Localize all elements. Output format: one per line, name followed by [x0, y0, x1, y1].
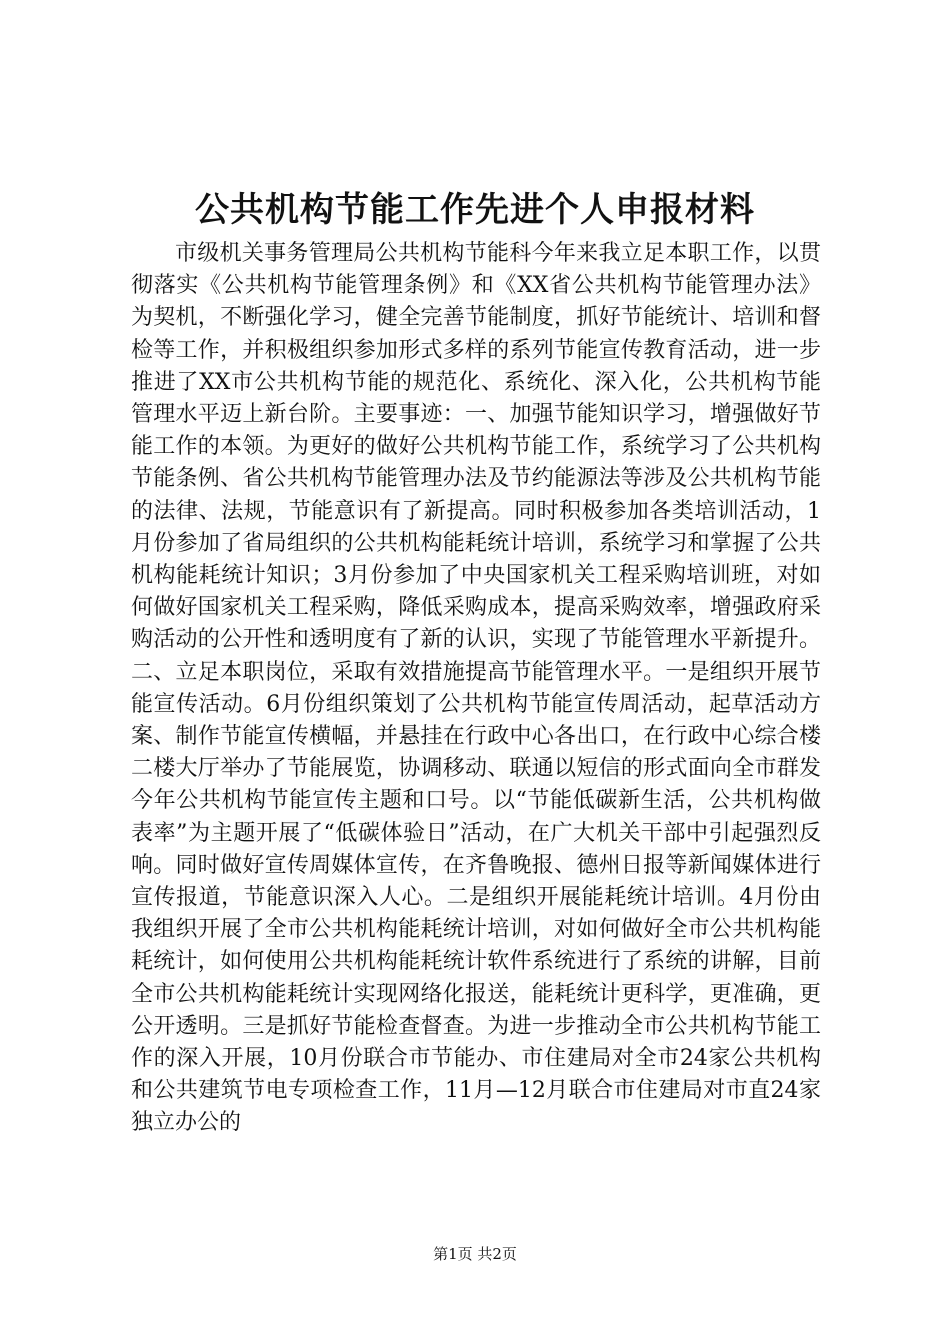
page-number-footer: 第1页 共2页 [433, 1245, 517, 1263]
document-title: 公共机构节能工作先进个人申报材料 [195, 190, 755, 230]
document-body-paragraph: 市级机关事务管理局公共机构节能科今年来我立足本职工作，以贯彻落实《公共机构节能管理条例》和《XX省公共机构节能管理办法》为契机，不断强化学习，健全完善节能制度，抓好节能统计、培训和督检等工作，并积极组织参加形式多样的系列节能宣传教育活动，进一步推进了XX市公共机构节能的规范化、系统化、深入化，公共机构节能管理水平迈上新台阶。主要事迹：一、加强节能知识学习，增强做好节能工作的本领。为更好的做好公共机构节能工作，系统学习了公共机构节能条例、省公共机构节能管理办法及节约能源法等涉及公共机构节能的法律、法规，节能意识有了新提高。同时积极参加各类培训活动，1月份参加了省局组织的公共机构能耗统计培训，系统学习和掌握了公共机构能耗统计知识；3月份参加了中央国家机关工程采购培训班，对如何做好国家机关工程采购，降低采购成本，提高采购效率，增强政府采购活动的公开性和透明度有了新的认识，实现了节能管理水平新提升。二、立足本职岗位，采取有效措施提高节能管理水平。一是组织开展节能宣传活动。6月份组织策划了公共机构节能宣传周活动，起草活动方案、制作节能宣传横幅，并悬挂在行政中心各出口，在行政中心综合楼二楼大厅举办了节能展览，协调移动、联通以短信的形式面向全市群发今年公共机构节能宣传主题和口号。以“节能低碳新生活，公共机构做表率”为主题开展了“低碳体验日”活动，在广大机关干部中引起强烈反响。同时做好宣传周媒体宣传，在齐鲁晚报、德州日报等新闻媒体进行宣传报道，节能意识深入人心。二是组织开展能耗统计培训。4月份由我组织开展了全市公共机构能耗统计培训，对如何做好全市公共机构能耗统计，如何使用公共机构能耗统计软件系统进行了系统的讲解，目前全市公共机构能耗统计实现网络化报送，能耗统计更科学，更准确，更公开透明。三是抓好节能检查督查。为进一步推动全市公共机构节能工作的深入开展，10月份联合市节能办、市住建局对全市24家公共机构和公共建筑节电专项检查工作，11月—12月联合市住建局对市直24家独立办公的 [131, 241, 821, 1136]
